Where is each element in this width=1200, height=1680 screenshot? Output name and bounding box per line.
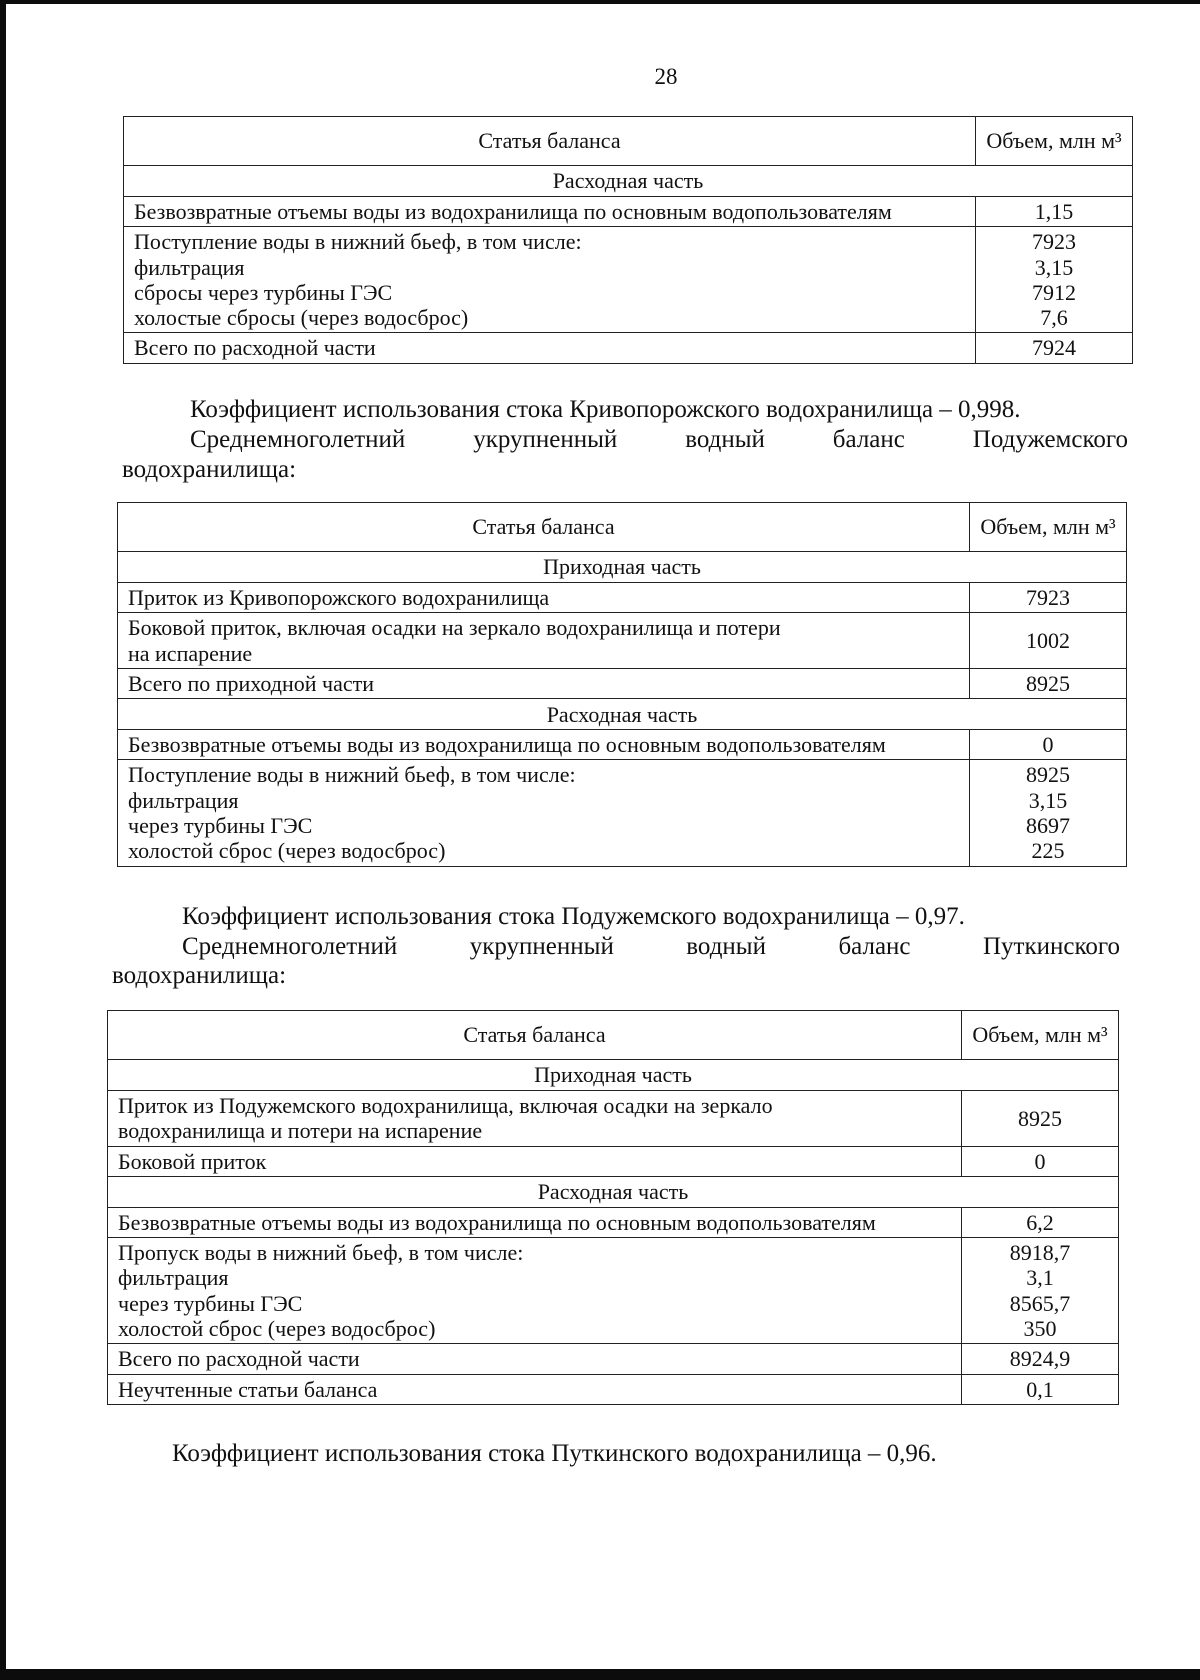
table-row-total: Всего по расходной части 8924,9: [108, 1344, 1119, 1374]
section-in: Приходная часть: [118, 552, 1127, 583]
runoff-coefficient-3: Коэффициент использования стока Путкинского водохранилища – 0,96.: [172, 1440, 937, 1467]
table-row: Безвозвратные отъемы воды из водохранилища по основным водопользователям 1,15: [124, 197, 1133, 227]
table-row: Приток из Подужемского водохранилища, включая осадки на зеркало водохранилища и потери на испарение 8925: [108, 1091, 1119, 1147]
col-header-item: Статья баланса: [124, 117, 976, 166]
intro-line-2b: водохранилища:: [122, 456, 297, 483]
intro-line-3: Среднемноголетний укрупненный водный баланс Путкинского: [182, 933, 1120, 960]
balance-table-poduzhemskoe: [117, 502, 1127, 867]
intro-line-2: Среднемноголетний укрупненный водный баланс Подужемского: [190, 426, 1128, 453]
intro-line-3b: водохранилища:: [112, 962, 287, 989]
table-row: Безвозвратные отъемы воды из водохранилища по основным водопользователям 6,2: [108, 1207, 1119, 1237]
col-header-item: Статья баланса: [108, 1011, 962, 1060]
section-out: Расходная часть: [108, 1176, 1119, 1207]
table-row: Безвозвратные отъемы воды из водохранилища по основным водопользователям 0: [118, 730, 1127, 760]
table-row: Боковой приток 0: [108, 1146, 1119, 1176]
scan-edge-bottom: [0, 1669, 1200, 1680]
section-out: Расходная часть: [124, 166, 1133, 197]
table-row-total: Всего по приходной части 8925: [118, 668, 1127, 698]
section-in: Приходная часть: [108, 1060, 1119, 1091]
page-number: 28: [654, 64, 678, 89]
scan-edge-left: [0, 0, 6, 1680]
col-header-volume: Объем, млн м³: [962, 1011, 1119, 1060]
table-row: Поступление воды в нижний бьеф, в том числе: фильтрация через турбины ГЭС холостой сброс (через водосброс) 8925 3,15 8697 225: [118, 760, 1127, 866]
table-row-total: Всего по расходной части 7924: [124, 333, 1133, 363]
section-out: Расходная часть: [118, 699, 1127, 730]
runoff-coefficient-1: Коэффициент использования стока Кривопорожского водохранилища – 0,998.: [190, 396, 1021, 423]
table-row: Неучтенные статьи баланса 0,1: [108, 1374, 1119, 1404]
table-row: Пропуск воды в нижний бьеф, в том числе: фильтрация через турбины ГЭС холостой сброс (через водосброс) 8918,7 3,1 8565,7 350: [108, 1238, 1119, 1344]
table-row: Боковой приток, включая осадки на зеркало водохранилища и потери на испарение 1002: [118, 613, 1127, 669]
runoff-coefficient-2: Коэффициент использования стока Подужемского водохранилища – 0,97.: [182, 903, 965, 930]
balance-table-krivoporozhskoe: [123, 116, 1133, 364]
table-row: Поступление воды в нижний бьеф, в том числе: фильтрация сбросы через турбины ГЭС холостые сбросы (через водосброс) 7923 3,15 7912 7,6: [124, 227, 1133, 333]
balance-table-putkinskoe: [107, 1010, 1119, 1405]
table-row: Приток из Кривопорожского водохранилища 7923: [118, 583, 1127, 613]
col-header-item: Статья баланса: [118, 503, 970, 552]
col-header-volume: Объем, млн м³: [970, 503, 1127, 552]
scan-edge-top: [0, 0, 1200, 4]
col-header-volume: Объем, млн м³: [976, 117, 1133, 166]
